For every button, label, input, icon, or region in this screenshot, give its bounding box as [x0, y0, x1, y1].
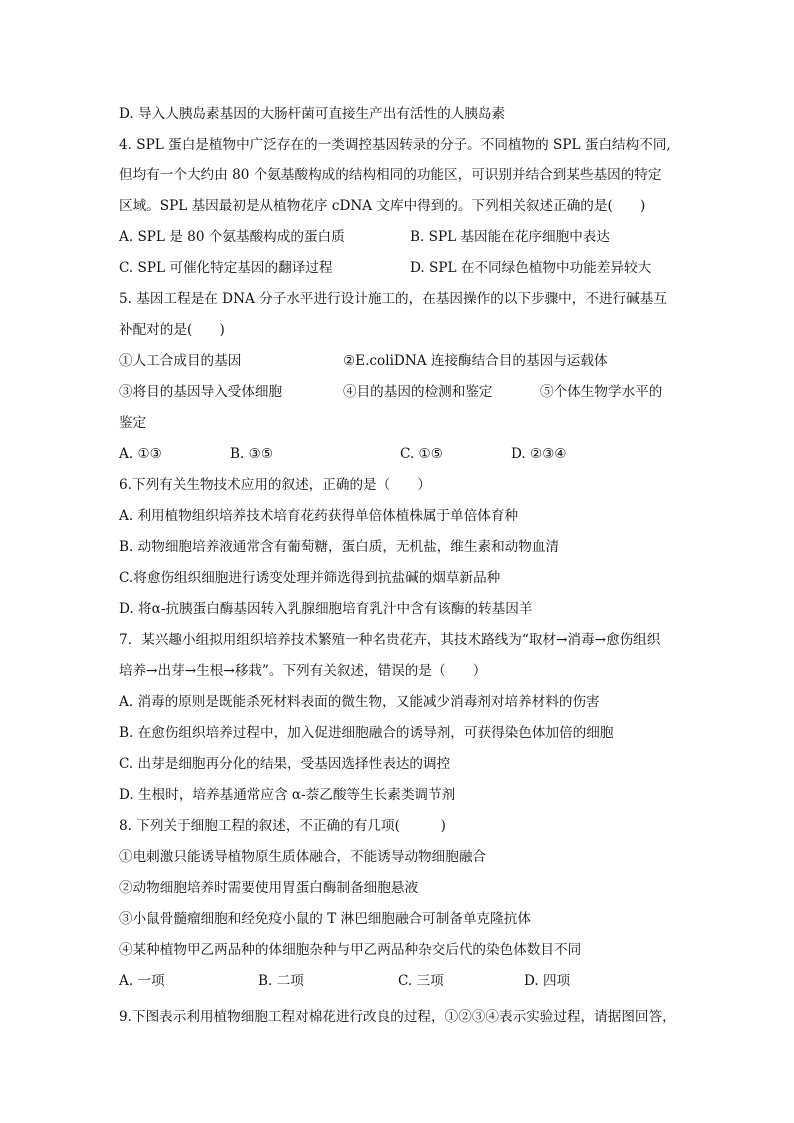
q6-option-d: D. 将α-抗胰蛋白酶基因转入乳腺细胞培育乳汁中含有该酶的转基因羊 — [119, 601, 533, 617]
q4-stem-line-3: 区域。SPL 基因最初是从植物花序 cDNA 文库中得到的。下列相关叙述正确的是( ) — [119, 198, 646, 214]
q4-stem-line-1: 4. SPL 蛋白是植物中广泛存在的一类调控基因转录的分子。不同植物的 SPL 蛋白结构不同, — [119, 137, 671, 153]
q7-stem-line-2: 培养→出芽→生根→移栽”。下列有关叙述，错误的是（ ） — [119, 663, 487, 679]
q8-item-4: ④某种植物甲乙两品种的体细胞杂种与甲乙两品种杂交后代的染色体数目不同 — [119, 942, 582, 958]
q8-item-2: ②动物细胞培养时需要使用胃蛋白酶制备细胞悬液 — [119, 880, 419, 896]
q8-stem: 8. 下列关于细胞工程的叙述，不正确的有几项( ) — [119, 818, 446, 834]
q5-item-3: ③将目的基因导入受体细胞 — [119, 384, 283, 400]
q5-item-5: ⑤个体生物学水平的 — [540, 384, 663, 400]
q8-option-d: D. 四项 — [524, 973, 571, 989]
q4-option-c: C. SPL 可催化特定基因的翻译过程 — [119, 260, 333, 276]
q6-option-c: C.将愈伤组织细胞进行诱变处理并筛选得到抗盐碱的烟草新品种 — [119, 570, 501, 586]
q5-item-1: ①人工合成目的基因 — [119, 353, 242, 369]
q4-option-a: A. SPL 是 80 个氨基酸构成的蛋白质 — [119, 229, 345, 245]
q4-option-d: D. SPL 在不同绿色植物中功能差异较大 — [410, 260, 652, 276]
q8-option-c: C. 三项 — [398, 973, 444, 989]
q6-stem: 6.下列有关生物技术应用的叙述，正确的是（ ） — [119, 477, 432, 493]
q9-stem: 9.下图表示利用植物细胞工程对棉花进行改良的过程，①②③④表示实验过程，请据图回答， — [119, 1009, 676, 1025]
q5-item-2: ②E.coliDNA 连接酶结合目的基因与运载体 — [343, 353, 608, 369]
q3-option-d: D. 导入人胰岛素基因的大肠杆菌可直接生产出有活性的人胰岛素 — [119, 106, 506, 122]
q6-option-a: A. 利用植物组织培养技术培育花药获得单倍体植株属于单倍体育种 — [119, 508, 519, 524]
q5-option-b: B. ③⑤ — [230, 446, 274, 462]
q5-stem-line-1: 5. 基因工程是在 DNA 分子水平进行设计施工的，在基因操作的以下步骤中，不进行碱基互 — [119, 291, 667, 307]
q6-option-b: B. 动物细胞培养液通常含有葡萄糖，蛋白质，无机盐，维生素和动物血清 — [119, 539, 560, 555]
q5-item-5-continued: 鉴定 — [119, 415, 147, 431]
q8-option-b: B. 二项 — [258, 973, 304, 989]
q7-option-d: D. 生根时，培养基通常应含 α-萘乙酸等生长素类调节剂 — [119, 787, 456, 803]
q4-stem-line-2: 但均有一个大约由 80 个氨基酸构成的结构相同的功能区，可识别并结合到某些基因的特定 — [119, 167, 662, 183]
q8-item-1: ①电刺激只能诱导植物原生质体融合，不能诱导动物细胞融合 — [119, 849, 487, 865]
q5-item-4: ④目的基因的检测和鉴定 — [343, 384, 493, 400]
q7-option-a: A. 消毒的原则是既能杀死材料表面的微生物，又能减少消毒剂对培养材料的伤害 — [119, 694, 600, 710]
q5-option-a: A. ①③ — [119, 446, 162, 462]
q7-option-c: C. 出芽是细胞再分化的结果，受基因选择性表达的调控 — [119, 756, 451, 772]
q7-stem-line-1: 7．某兴趣小组拟用组织培养技术繁殖一种名贵花卉，其技术路线为“取材→消毒→愈伤组织 — [119, 632, 661, 648]
q5-stem-line-2: 补配对的是( ) — [119, 322, 225, 338]
q4-option-b: B. SPL 基因能在花序细胞中表达 — [410, 229, 610, 245]
q5-option-d: D. ②③④ — [511, 446, 567, 462]
q8-item-3: ③小鼠骨髓瘤细胞和经免疫小鼠的 T 淋巴细胞融合可制备单克隆抗体 — [119, 911, 531, 927]
q8-option-a: A. 一项 — [119, 973, 165, 989]
q7-option-b: B. 在愈伤组织培养过程中，加入促进细胞融合的诱导剂，可获得染色体加倍的细胞 — [119, 725, 614, 741]
q5-option-c: C. ①⑤ — [400, 446, 443, 462]
